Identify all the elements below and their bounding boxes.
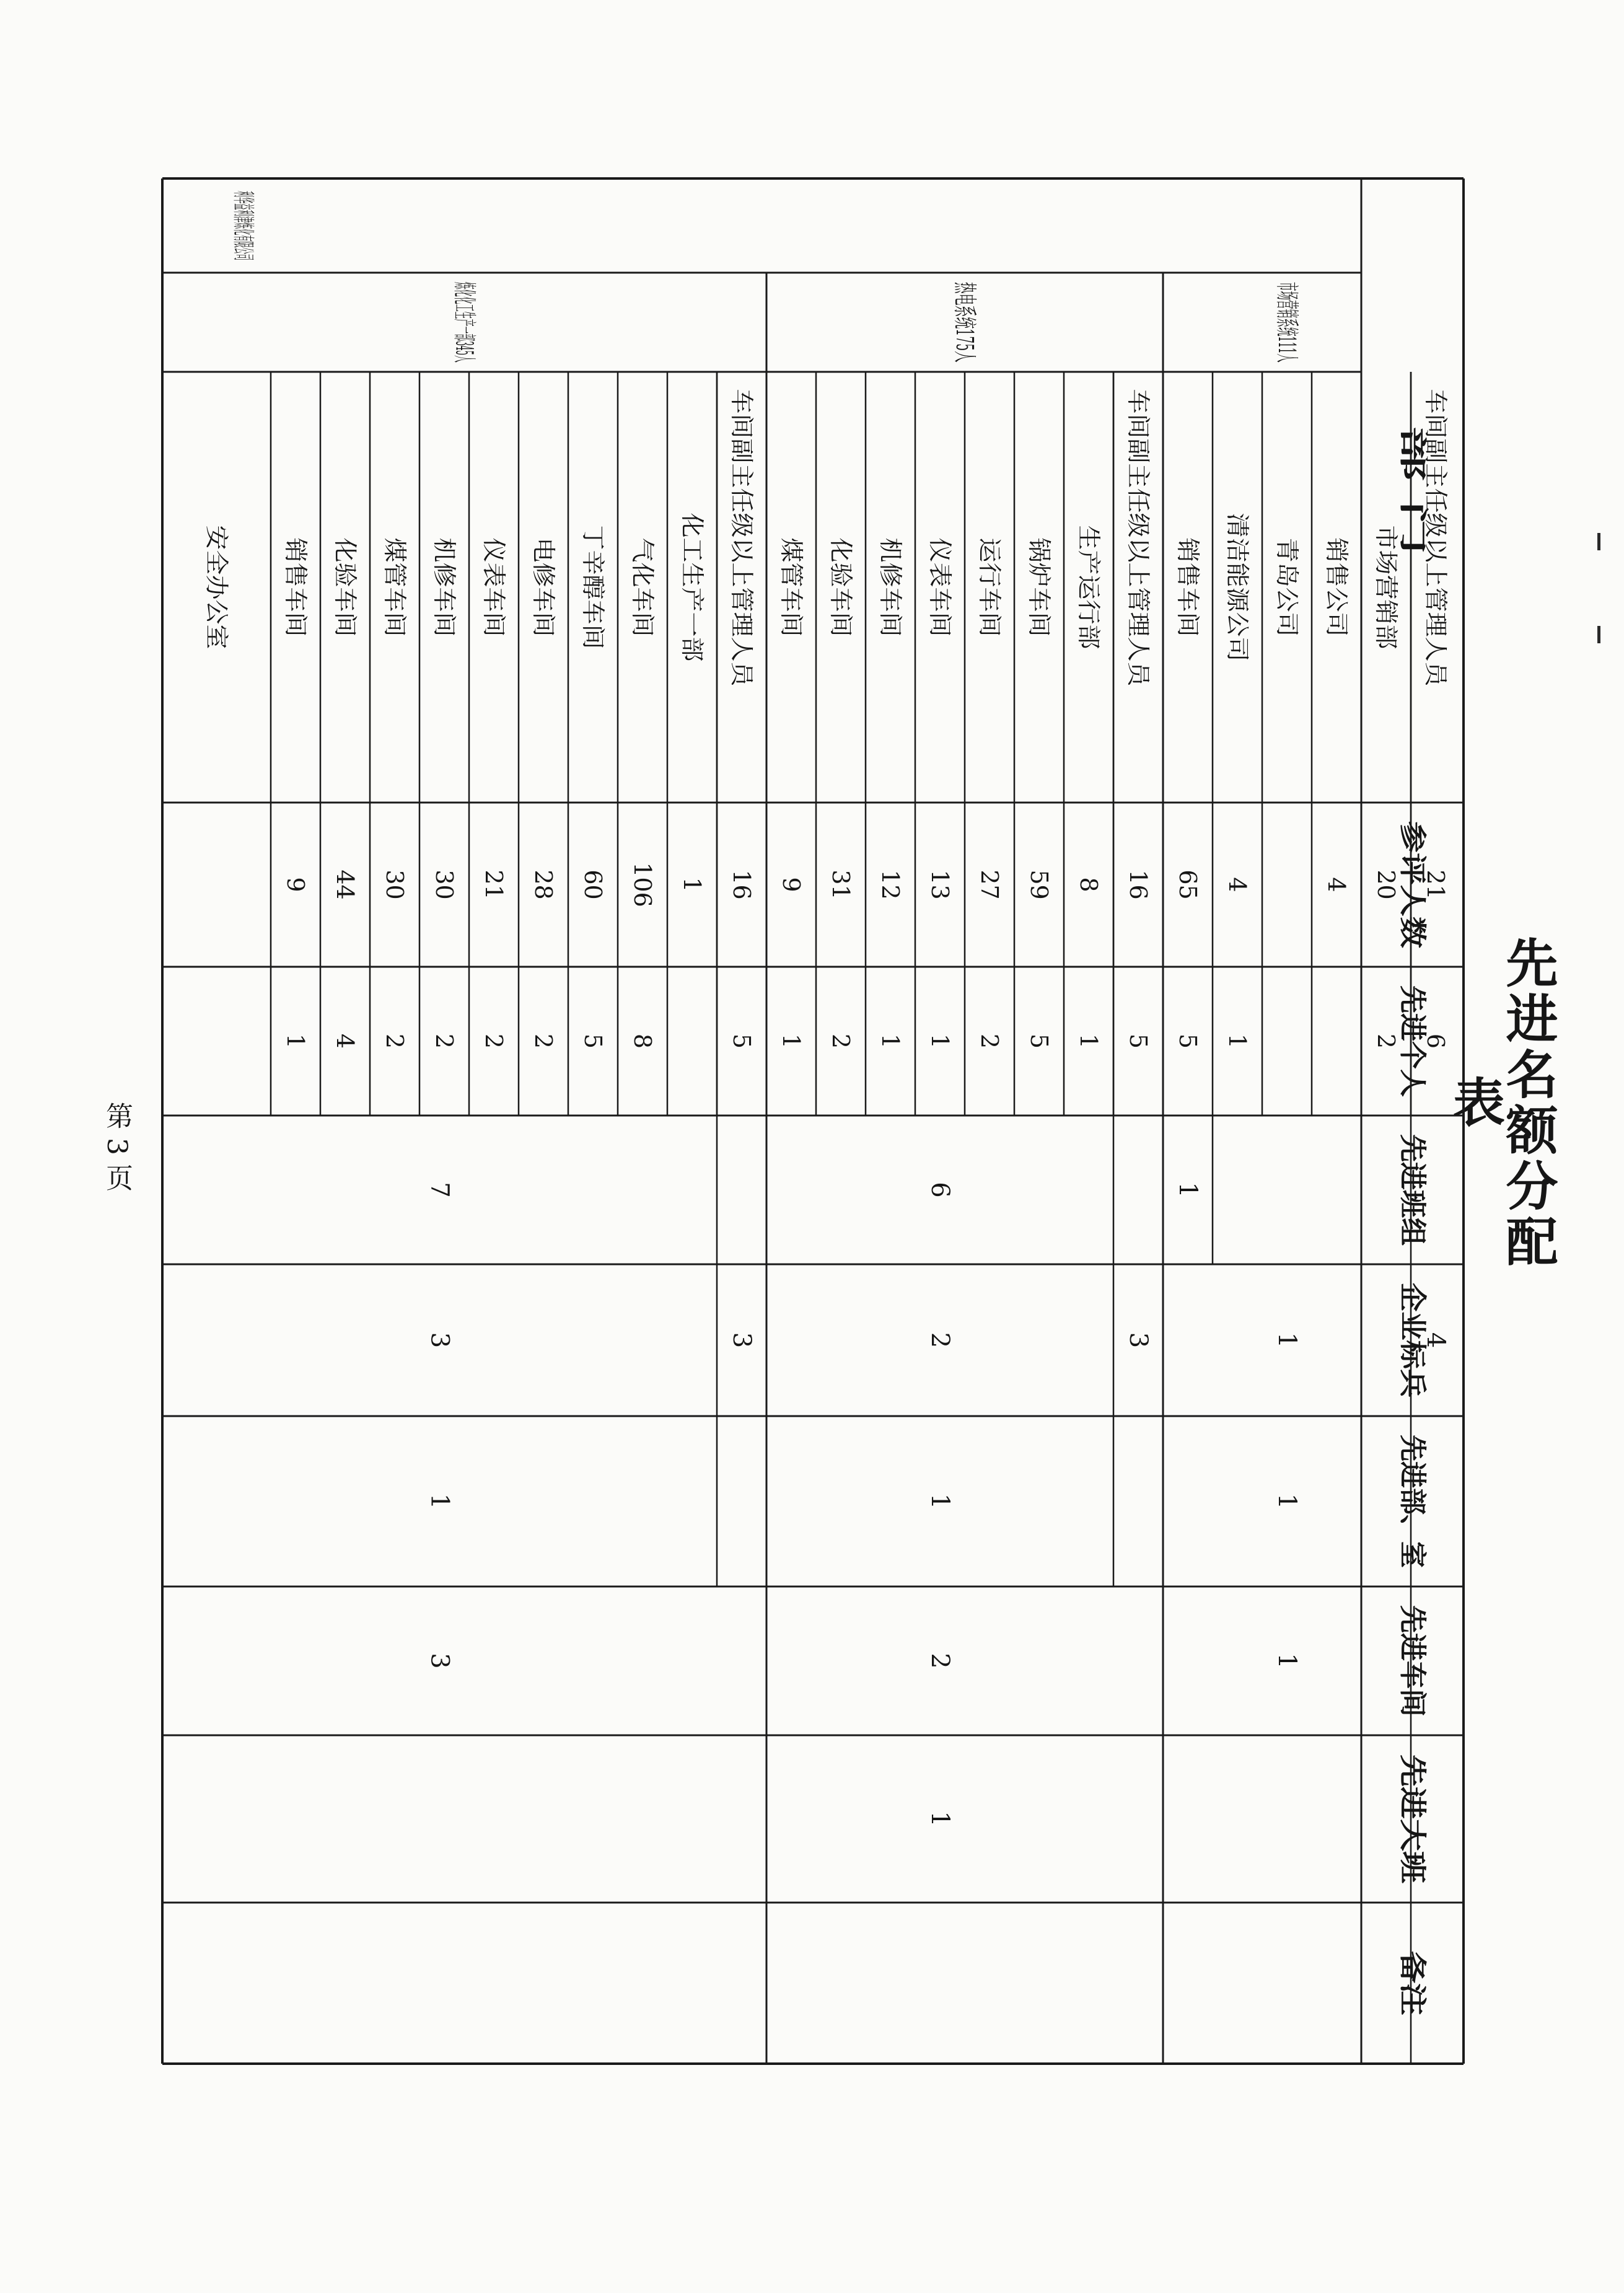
header-adv-team: 先进班组: [1397, 1134, 1428, 1243]
participants-count: 65: [1174, 869, 1201, 900]
adv-workshop-count: 1: [1273, 1653, 1301, 1669]
dept-name: 运行车间: [976, 537, 1003, 632]
participants-count: 13: [926, 869, 954, 900]
participants-count: 27: [976, 869, 1003, 900]
dept-name: 车间副主任级以上管理人员: [728, 389, 755, 672]
adv-individual-count: 5: [1174, 1033, 1201, 1049]
dept-name: 青岛公司: [1273, 537, 1301, 632]
participants-count: 60: [579, 869, 607, 900]
dept-name: 丁辛醇车间: [579, 525, 607, 643]
adv-team-count: 6: [926, 1182, 954, 1198]
adv-individual-count: 2: [530, 1033, 557, 1049]
adv-individual-count: 8: [629, 1033, 656, 1049]
dept-name: 电修车间: [530, 537, 557, 632]
participants-count: 44: [331, 869, 359, 900]
dept-name: 煤管车间: [381, 537, 408, 632]
participants-count: 16: [728, 869, 755, 900]
enterprise-model-count: 2: [926, 1332, 954, 1349]
adv-team-count: 1: [1174, 1182, 1202, 1198]
adv-dept-count: 1: [425, 1493, 454, 1510]
header-adv-individual: 先进个人: [1397, 985, 1428, 1094]
adv-individual-count: 2: [381, 1033, 408, 1049]
adv-dept-count: 1: [926, 1493, 954, 1510]
group-label: 热电系统175人: [951, 282, 978, 445]
dept-name: 仪表车间: [926, 537, 954, 632]
dept-name: 销售公司: [1323, 537, 1350, 632]
header-adv-big-team: 先进大班: [1397, 1754, 1428, 1864]
adv-individual-count: 2: [976, 1033, 1003, 1049]
adv-individual-count: 2: [827, 1033, 854, 1049]
dept-name: 生产运行部: [1075, 525, 1102, 643]
adv-individual-count: 5: [1125, 1033, 1152, 1049]
dept-name: 清洁能源公司: [1224, 513, 1251, 654]
adv-individual-count: 1: [926, 1033, 954, 1049]
header-dept: 部 门: [1397, 426, 1428, 490]
dept-name: 气化车间: [629, 537, 656, 632]
page-number: 第 3 页: [101, 1102, 133, 1191]
dept-name: 煤管车间: [778, 537, 805, 632]
adv-individual-count: 1: [778, 1033, 805, 1049]
dept-name: 化验车间: [827, 537, 854, 632]
participants-count: 1: [678, 877, 706, 892]
participants-count: 9: [282, 877, 309, 892]
participants-count: 59: [1025, 869, 1053, 900]
participants-count: 20: [1372, 869, 1400, 900]
enterprise-model-count: 1: [1273, 1332, 1301, 1349]
participants-count: 8: [1075, 877, 1102, 892]
dept-name: 安全办公室: [203, 525, 230, 643]
participants-count: 21: [480, 869, 507, 900]
participants-count: 9: [778, 877, 805, 892]
adv-individual-count: 5: [728, 1033, 755, 1049]
participants-count: 12: [877, 869, 904, 900]
participants-count: 16: [1125, 869, 1152, 900]
dept-name: 锅炉车间: [1025, 537, 1053, 632]
participants-count: 4: [1224, 877, 1251, 892]
dept-name: 销售车间: [1174, 537, 1201, 632]
header-adv-dept: 先进部、室: [1397, 1435, 1428, 1571]
participants-count: 4: [1323, 877, 1350, 892]
adv-individual-count: 1: [1224, 1033, 1251, 1049]
dept-name: 市场营销部: [1372, 525, 1400, 643]
dept-name: 化验车间: [331, 537, 359, 632]
header-participants: 参评人数: [1397, 821, 1428, 930]
adv-individual-count: 2: [431, 1033, 458, 1049]
adv-individual-count: 4: [331, 1033, 359, 1049]
adv-dept-count: 1: [1273, 1493, 1301, 1510]
adv-individual-count: 1: [282, 1033, 309, 1049]
adv-individual-count: 2: [480, 1033, 507, 1049]
group-label: 炼化化工生产一部345人: [450, 282, 478, 539]
adv-individual-count: 6: [1422, 1033, 1449, 1049]
participants-count: 31: [827, 869, 854, 900]
adv-individual-count: 1: [1075, 1033, 1102, 1049]
header-enterprise-model: 企业标兵: [1397, 1283, 1428, 1392]
adv-individual-count: 5: [1025, 1033, 1053, 1049]
group-label: 市场营销系统111人: [1273, 282, 1301, 492]
adv-team-count: 7: [425, 1182, 454, 1198]
participants-count: 28: [530, 869, 557, 900]
header-remarks: 备注: [1397, 1951, 1428, 2005]
adv-workshop-count: 3: [425, 1653, 454, 1669]
adv-workshop-count: 2: [926, 1653, 954, 1669]
participants-count: 30: [381, 869, 408, 900]
participants-count: 106: [629, 862, 656, 907]
enterprise-model-count: 3: [1124, 1332, 1152, 1349]
adv-big-team-count: 1: [926, 1811, 954, 1827]
dept-name: 仪表车间: [480, 537, 507, 632]
enterprise-model-count: 4: [1421, 1332, 1450, 1349]
document-title: 先进名额分配表: [1444, 936, 1558, 1270]
enterprise-model-count: 3: [425, 1332, 454, 1349]
participants-count: 30: [431, 869, 458, 900]
dept-name: 车间副主任级以上管理人员: [1422, 389, 1449, 672]
dept-name: 化工生产一部: [678, 513, 706, 654]
participants-count: 21: [1422, 869, 1449, 900]
dept-name: 销售车间: [282, 537, 309, 632]
dept-name: 机修车间: [431, 537, 458, 632]
enterprise-model-count: 3: [727, 1332, 756, 1349]
adv-individual-count: 5: [579, 1033, 607, 1049]
dept-name: 机修车间: [877, 537, 904, 632]
dept-name: 车间副主任级以上管理人员: [1125, 389, 1152, 672]
company-name: 利华益利津炼化有限公司: [230, 191, 256, 437]
adv-individual-count: 2: [1372, 1033, 1400, 1049]
header-adv-workshop: 先进车间: [1397, 1605, 1428, 1714]
adv-individual-count: 1: [877, 1033, 904, 1049]
